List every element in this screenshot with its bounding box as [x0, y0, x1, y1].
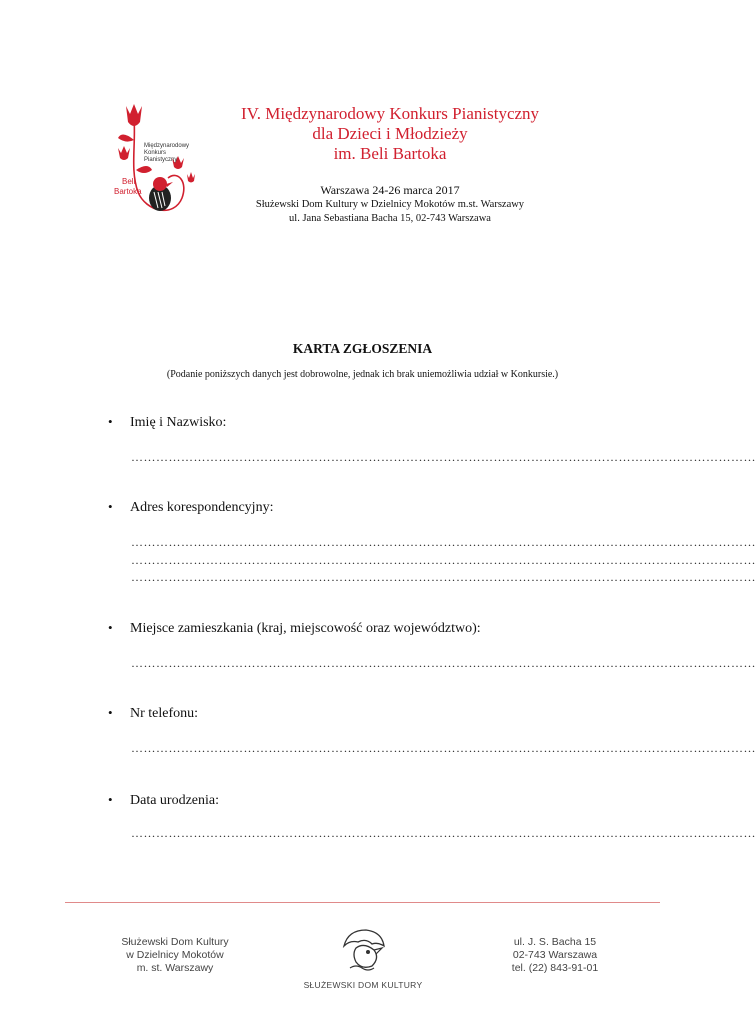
- event-venue: Służewski Dom Kultury w Dzielnicy Mokotów m.st. Warszawy: [255, 199, 525, 210]
- footer-left-block: [110, 936, 240, 975]
- tulip-top-icon: [126, 104, 142, 126]
- title-line-2: dla Dzieci i Młodzieży: [312, 124, 468, 143]
- cultural-center-logo-icon: [336, 924, 392, 974]
- logo-name-line1: Beli: [122, 177, 136, 186]
- tulip-left-icon: [118, 146, 130, 160]
- logo-text-line1: Międzynarodowy: [144, 143, 190, 149]
- form-title: KARTA ZGŁOSZENIA: [292, 341, 433, 356]
- field-label-text: Imię i Nazwisko:: [130, 415, 227, 430]
- field-birthdate-label: [108, 792, 219, 809]
- form-note: (Podanie poniższych danych jest dobrowolne, jednak ich brak uniemożliwia udział w Konkursie.): [166, 369, 559, 380]
- logo-name-line2: Bartoka: [114, 187, 142, 196]
- field-label-text: Miejsce zamieszkania (kraj, miejscowość oraz województwo):: [130, 621, 481, 636]
- bird-icon: [149, 177, 173, 211]
- footer-left-line: m. st. Warszawy: [136, 962, 214, 974]
- bullet-icon: •: [108, 499, 113, 514]
- birthdate-fill-line[interactable]: ……………………………………………………………………………………………………………………………………: [131, 826, 756, 840]
- field-residence-label: [108, 620, 481, 637]
- footer-right-line: ul. J. S. Bacha 15: [513, 936, 597, 948]
- tulip-small-icon: [187, 172, 195, 183]
- event-date: Warszawa 24-26 marca 2017: [320, 183, 460, 197]
- phone-fill-line[interactable]: ……………………………………………………………………………………………………………………………………: [131, 741, 756, 755]
- event-address: ul. Jana Sebastiana Bacha 15, 02-743 Warszawa: [289, 213, 491, 224]
- field-label-text: Data urodzenia:: [130, 793, 220, 808]
- footer-right-block: [500, 936, 610, 975]
- footer-right-line: tel. (22) 843-91-01: [511, 962, 599, 974]
- footer-divider: [65, 902, 660, 903]
- footer-right-line: 02-743 Warszawa: [512, 949, 598, 961]
- address-fill-line-3[interactable]: ……………………………………………………………………………………………………………………………………: [131, 570, 756, 584]
- field-name-label: [108, 414, 226, 431]
- name-fill-line[interactable]: ……………………………………………………………………………………………………………………………………: [131, 450, 756, 464]
- footer-center-name: SŁUŻEWSKI DOM KULTURY: [303, 980, 423, 990]
- address-fill-line-2[interactable]: ……………………………………………………………………………………………………………………………………: [131, 553, 756, 567]
- bullet-icon: •: [108, 705, 113, 720]
- field-label-text: Adres korespondencyjny:: [130, 500, 274, 515]
- title-line-1: IV. Międzynarodowy Konkurs Pianistyczny: [240, 104, 540, 123]
- bullet-icon: •: [108, 620, 113, 635]
- leaf-icon: [118, 134, 134, 141]
- field-address-label: [108, 499, 273, 516]
- leaf-icon: [136, 166, 152, 173]
- address-fill-line-1[interactable]: ……………………………………………………………………………………………………………………………………: [131, 535, 756, 549]
- title-line-3: im. Beli Bartoka: [333, 144, 447, 163]
- logo-text-line3: Pianistyczny: [144, 157, 178, 163]
- bullet-icon: •: [108, 792, 113, 807]
- competition-logo: [112, 100, 207, 225]
- bullet-icon: •: [108, 414, 113, 429]
- residence-fill-line[interactable]: ……………………………………………………………………………………………………………………………………: [131, 656, 756, 670]
- footer-left-line: Służewski Dom Kultury: [121, 936, 229, 948]
- logo-text-line2: Konkurs: [144, 150, 167, 156]
- footer-left-line: w Dzielnicy Mokotów: [126, 949, 224, 961]
- field-label-text: Nr telefonu:: [130, 706, 199, 721]
- field-phone-label: [108, 705, 198, 722]
